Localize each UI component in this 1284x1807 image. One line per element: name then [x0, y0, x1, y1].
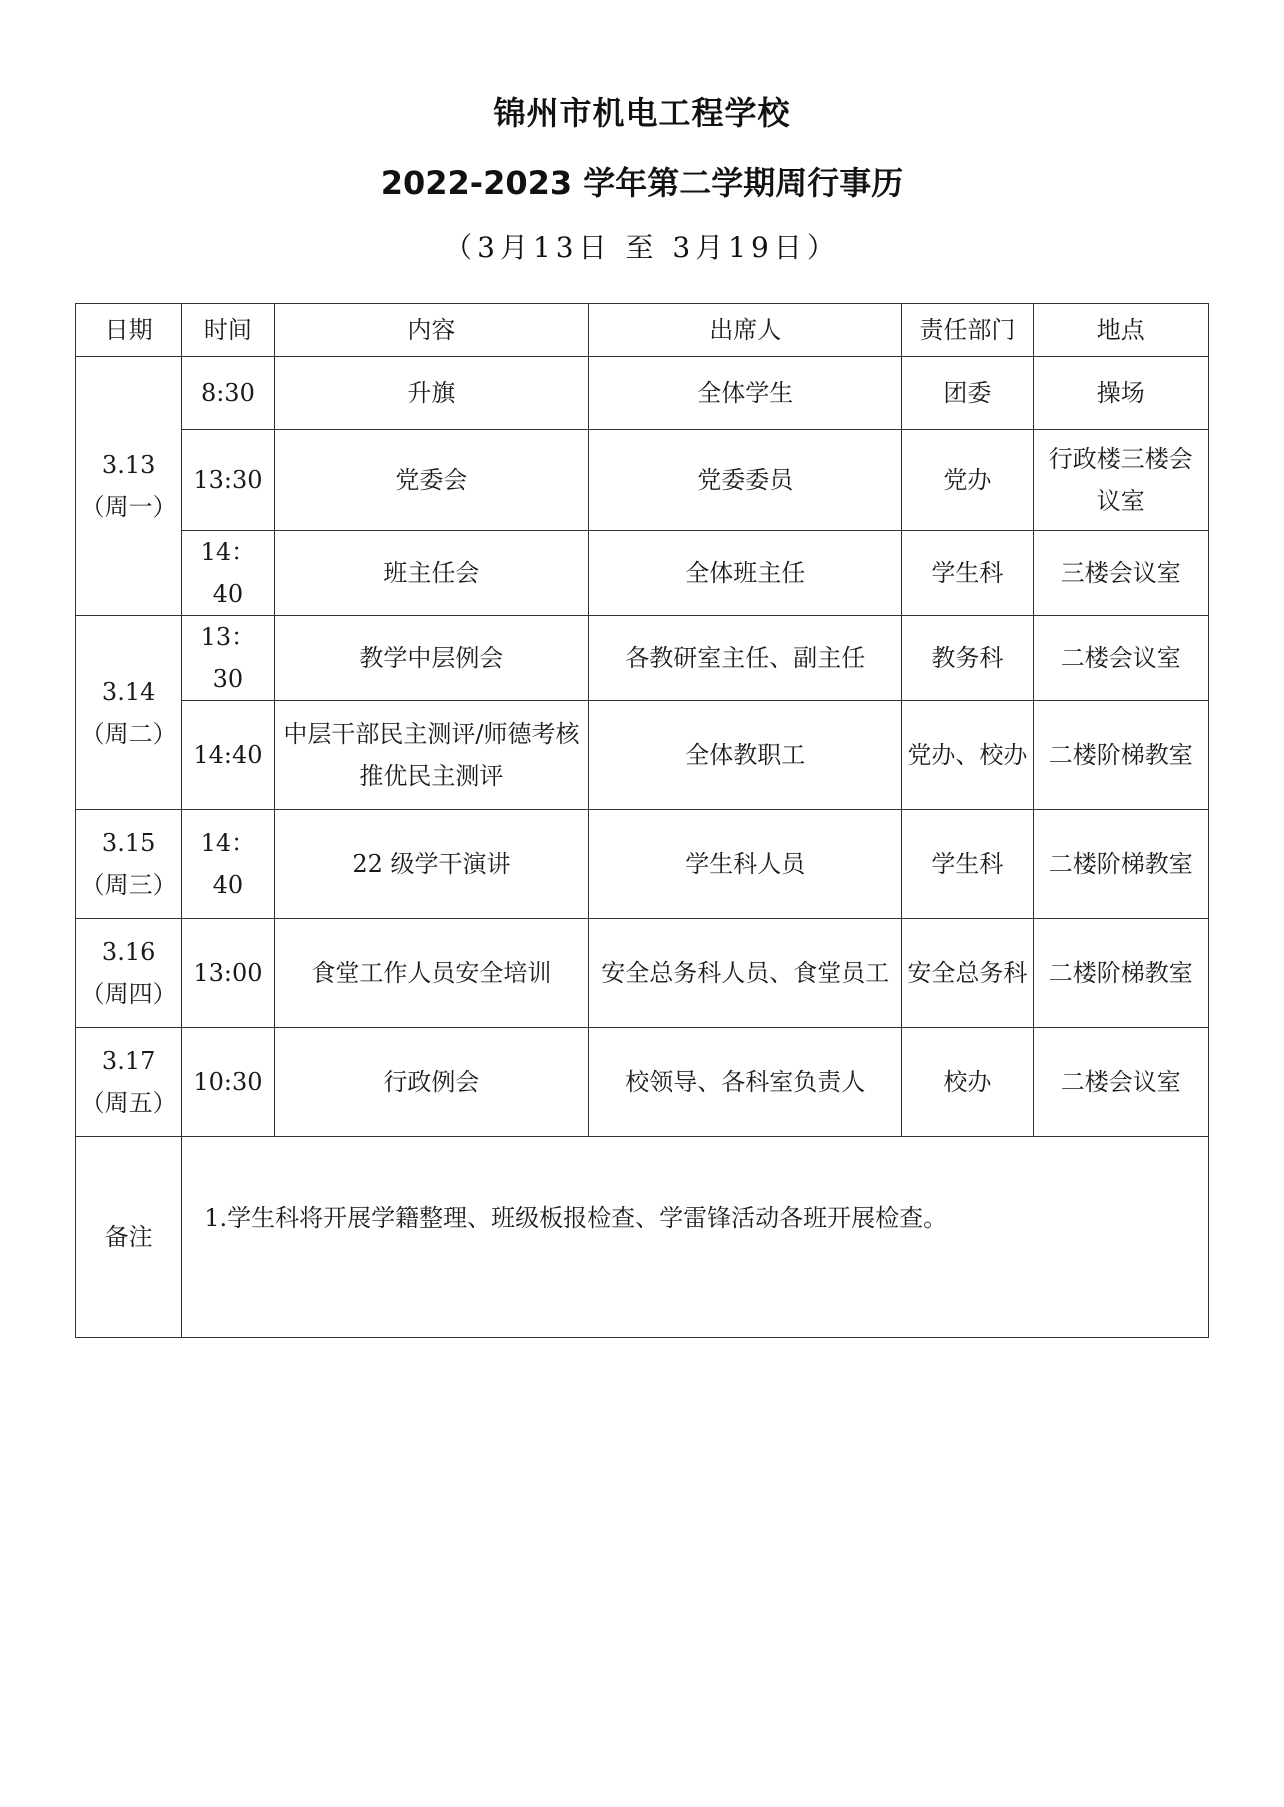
location-cell: 行政楼三楼会议室 — [1033, 430, 1208, 531]
time-cell: 13:30 — [182, 430, 274, 531]
table-row — [76, 701, 1209, 810]
time-cell: 14:40 — [182, 701, 274, 810]
department-cell: 团委 — [902, 357, 1033, 430]
content-cell: 教学中层例会 — [274, 616, 589, 701]
remarks-text: 1.学生科将开展学籍整理、班级板报检查、学雷锋活动各班开展检查。 — [182, 1137, 1209, 1338]
header-department: 责任部门 — [902, 304, 1033, 357]
content-cell: 升旗 — [274, 357, 589, 430]
time-cell: 10:30 — [182, 1028, 274, 1137]
content-cell: 食堂工作人员安全培训 — [274, 919, 589, 1028]
table-row — [76, 430, 1209, 531]
date-value: 3.17 — [101, 1047, 156, 1075]
date-value: 3.14 — [101, 677, 156, 706]
weekday-value: （周五） — [80, 1089, 177, 1117]
table-row — [76, 616, 1209, 701]
location-cell: 操场 — [1033, 357, 1208, 430]
weekday-value: （周二） — [80, 719, 177, 748]
table-row — [76, 810, 1209, 919]
weekly-schedule-table — [75, 303, 1209, 1338]
department-cell: 安全总务科 — [902, 919, 1033, 1028]
location-cell: 二楼会议室 — [1033, 1028, 1208, 1137]
header-time: 时间 — [182, 304, 274, 357]
department-cell: 校办 — [902, 1028, 1033, 1137]
weekday-value: （周三） — [80, 871, 177, 899]
date-cell — [76, 919, 182, 1028]
content-cell: 党委会 — [274, 430, 589, 531]
date-cell — [76, 616, 182, 810]
table-row — [76, 531, 1209, 616]
date-value: 3.16 — [101, 938, 156, 966]
attendees-cell: 全体教职工 — [589, 701, 902, 810]
school-title: 锦州市机电工程学校 — [493, 94, 791, 132]
table-row — [76, 357, 1209, 430]
remarks-label: 备注 — [76, 1137, 182, 1338]
weekday-value: （周一） — [80, 493, 177, 521]
attendees-cell: 党委委员 — [589, 430, 902, 531]
department-cell: 学生科 — [902, 531, 1033, 616]
header-date: 日期 — [76, 304, 182, 357]
time-cell: 13:00 — [182, 919, 274, 1028]
time-cell: 14：40 — [182, 531, 274, 616]
location-cell: 二楼阶梯教室 — [1033, 919, 1208, 1028]
content-cell: 22 级学干演讲 — [274, 810, 589, 919]
table-header-row — [76, 304, 1209, 357]
content-cell: 班主任会 — [274, 531, 589, 616]
date-value: 3.13 — [101, 451, 156, 479]
location-cell: 二楼阶梯教室 — [1033, 810, 1208, 919]
attendees-cell: 校领导、各科室负责人 — [589, 1028, 902, 1137]
header-content: 内容 — [274, 304, 589, 357]
department-cell: 教务科 — [902, 616, 1033, 701]
calendar-subtitle: 2022-2023 学年第二学期周行事历 — [380, 164, 904, 202]
date-range: （3月13日 至 3月19日） — [444, 231, 840, 264]
date-cell — [76, 1028, 182, 1137]
header-location: 地点 — [1033, 304, 1208, 357]
location-cell: 三楼会议室 — [1033, 531, 1208, 616]
location-cell: 二楼阶梯教室 — [1033, 701, 1208, 810]
department-cell: 学生科 — [902, 810, 1033, 919]
date-cell — [76, 810, 182, 919]
content-cell: 中层干部民主测评/师德考核推优民主测评 — [274, 701, 589, 810]
attendees-cell: 学生科人员 — [589, 810, 902, 919]
remarks-row — [76, 1137, 1209, 1338]
header-attendees: 出席人 — [589, 304, 902, 357]
time-cell: 8:30 — [182, 357, 274, 430]
date-cell — [76, 357, 182, 616]
attendees-cell: 安全总务科人员、食堂员工 — [589, 919, 902, 1028]
attendees-cell: 全体学生 — [589, 357, 902, 430]
date-value: 3.15 — [101, 829, 156, 857]
table-row — [76, 1028, 1209, 1137]
weekday-value: （周四） — [80, 980, 177, 1008]
department-cell: 党办 — [902, 430, 1033, 531]
location-cell: 二楼会议室 — [1033, 616, 1208, 701]
time-cell: 14：40 — [182, 810, 274, 919]
attendees-cell: 全体班主任 — [589, 531, 902, 616]
content-cell: 行政例会 — [274, 1028, 589, 1137]
time-cell: 13：30 — [182, 616, 274, 701]
department-cell: 党办、校办 — [902, 701, 1033, 810]
attendees-cell: 各教研室主任、副主任 — [589, 616, 902, 701]
table-row — [76, 919, 1209, 1028]
